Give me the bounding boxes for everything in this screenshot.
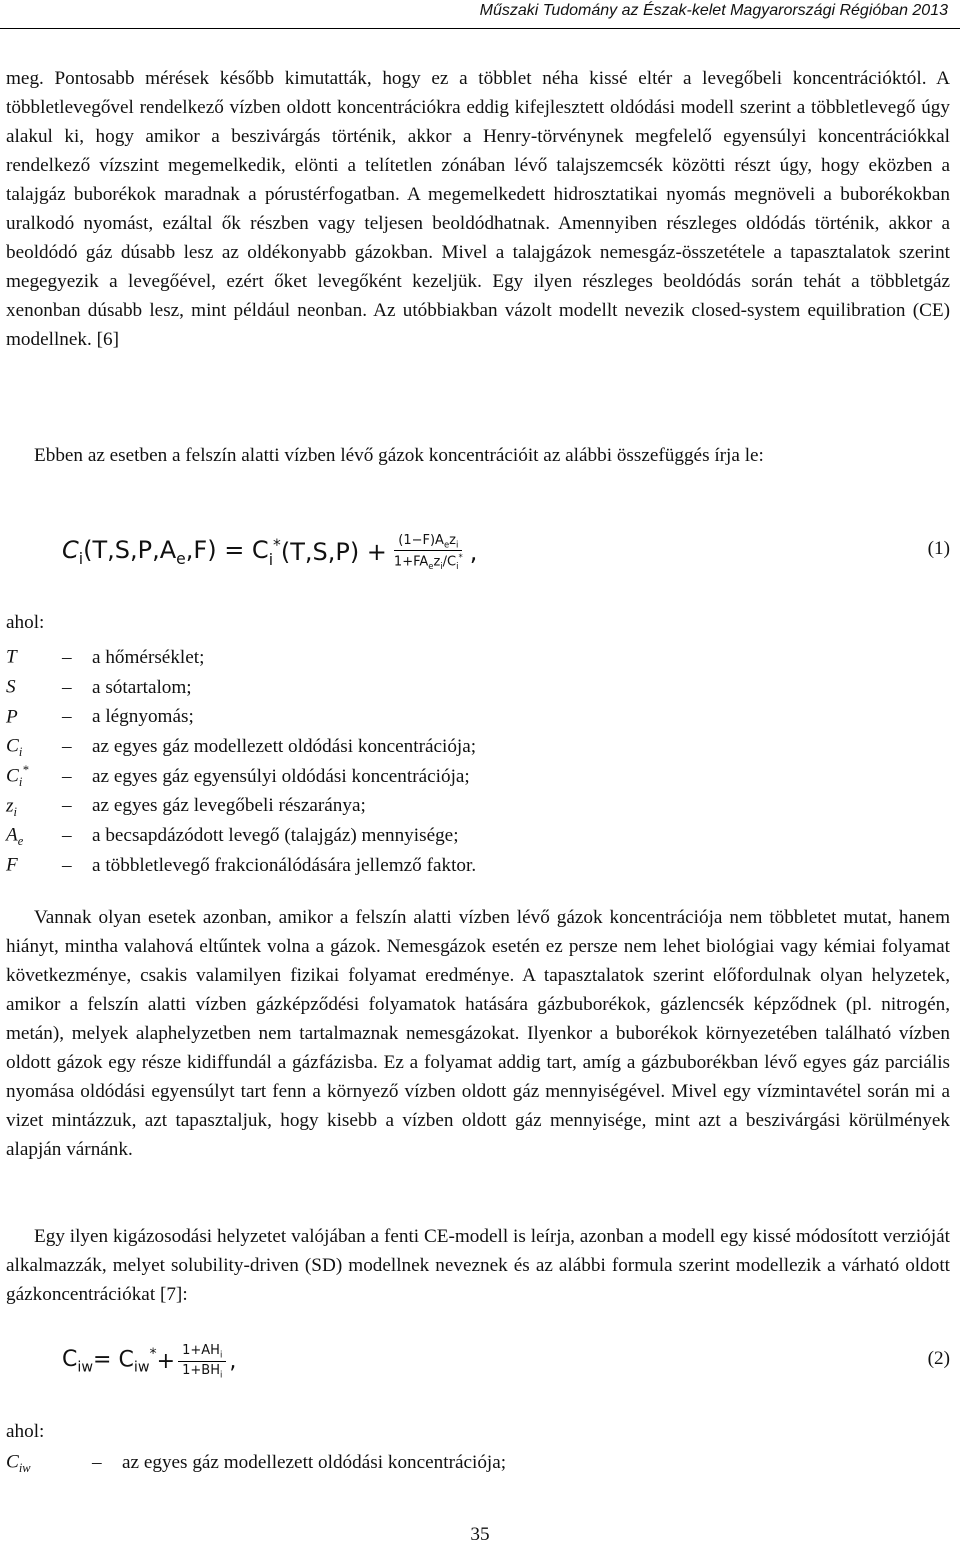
eq2-fraction <box>178 1343 226 1379</box>
definition-row: S – a sótartalom; <box>6 676 192 698</box>
paragraph-equation-intro: Ebben az esetben a felszín alatti vízben lévő gázok koncentrációit az alábbi összefüggés írja le: <box>34 445 764 466</box>
where-label: ahol: <box>6 612 45 633</box>
definition-row: P – a légnyomás; <box>6 706 194 728</box>
equation-1 <box>62 522 477 582</box>
eq2-plus: + <box>156 1348 176 1374</box>
eq1-rhs-args: (T,S,P) + <box>280 538 387 566</box>
definition-row: $z_i$ – az egyes gáz levegőbeli részaránya; <box>6 795 366 819</box>
definition-row: $C_i$ – az egyes gáz modellezett oldódási koncentrációja; <box>6 735 477 760</box>
eq1-fraction <box>390 533 467 572</box>
definition-row: $C_i^*$ – az egyes gáz egyensúlyi oldódási koncentrációja; <box>6 762 470 790</box>
paragraph-degassing: Vannak olyan esetek azonban, amikor a felszín alatti vízben lévő gázok koncentrációja nem többletet mutat, hanem hiányt, mintha valahová eltűntek volna a gázok. Nemesgázok esetén ez persze nem lehet biológiai vagy kémiai folyamat következménye, csakis valamilyen fizikai folyamat eredménye. A tapasztalatok szerint előfordulnak olyan helyzetek, amikor a felszín alatti vízben gázképződési folyamatok hatására gázbuborékok, gázlencsék képződnek (pl. nitrogén, metán), melyek alaphelyzetben nem tartalmaznak nemesgázokat. Ilyenkor a buborékok környezetében található vízben oldott gázok egy része kidiffundál a gázfázisba. Ez a folyamat addig tart, amíg a gázbuborékban lévő egyes gáz parciális nyomása oldódási egyensúlyt tart fenn a környező vízben oldott gáz mennyiségével. Mivel egy vízmintavétel során mi a vizet mintázzuk, azt tapasztaljuk, hogy kisebb a vízben oldott gáz mennyisége, mint azt a beszivárgási körülmények alapján várnánk. <box>6 907 950 1160</box>
symbol-definitions <box>6 643 906 881</box>
eq1-tail: , <box>469 538 478 566</box>
definition-row: $C_{iw}$ – az egyes gáz modellezett oldódási koncentrációja; <box>6 1451 507 1476</box>
eq1-args: $(T,S,P,A_e,F) = C$ <box>83 536 269 568</box>
equation-2-number: (2) <box>927 1348 950 1369</box>
running-header: Műszaki Tudomány az Észak-kelet Magyarországi Régióban 2013 <box>479 2 948 19</box>
eq2-tail: , <box>229 1348 237 1374</box>
paragraph-ce-model: meg. Pontosabb mérések később kimutatták, hogy ez a többlet néha kissé eltér a levegőbeli koncentrációktól. A többletlevegővel rendelkező vízben oldott koncentrációkra eddig kifejlesztett oldódási modell szerint a többletlevegő úgy alakul ki, hogy amikor a beszivárgás történik, akkor a Henry-törvénynek megfelelő egyensúlyi koncentrációkkal rendelkező vízszint megemelkedik, elönti a telítetlen zónában lévő talajszemcsék közötti részt úgy, hogy eközben a talajgáz buborékok maradnak a pórustérfogatban. A megemelkedett hidrosztatikai nyomás megnöveli a buborékokban uralkodó nyomást, ezáltal ők részben vagy teljesen beoldódhatnak. Amennyiben részleges oldódás történik, akkor a beoldódó gáz dúsabb lesz az oldékonyabb gázokban. Mivel a talajgázok nemesgáz-összetétele a tapasztalatok szerint megegyezik a levegőével, ezért őket levegőként kezeljük. Egy ilyen részleges beoldódás során tehát a többletgáz xenonban dúsabb lesz, mint például neonban. Az utóbbiakban vázolt modellt nevezik closed-system equilibration (CE) modellnek. [6] <box>6 68 950 350</box>
eq1-frac-numerator: $(1-F)A_ez_i$ <box>394 533 462 552</box>
definition-row: $A_e$ – a becsapdázódott levegő (talajgáz) mennyisége; <box>6 824 459 849</box>
equation-2 <box>62 1332 236 1390</box>
eq2-mid: = $C_{iw}^*$ <box>93 1346 157 1376</box>
definition-row: F – a többletlevegő frakcionálódására jellemző faktor. <box>6 854 477 876</box>
eq2-lhs: $C_{iw}$ <box>62 1346 94 1376</box>
page-number: 35 <box>470 1524 490 1545</box>
paragraph-sd-model: Egy ilyen kigázosodási helyzetet valójában a fenti CE-modell is leírja, azonban a modell egy kissé módosított verzióját alkalmazzák, melyet solubility-driven (SD) modellnek neveznek és az alábbi formula szerint modellezik a várható oldott gázkoncentrációkat [7]: <box>6 1226 950 1305</box>
where-label-2: ahol: <box>6 1421 45 1442</box>
header-rule <box>0 28 960 29</box>
eq2-frac-denominator: $1+BH_i$ <box>182 1362 223 1380</box>
definition-row: T – a hőmérséklet; <box>6 646 205 668</box>
eq1-frac-denominator: $1+FA_ez_i/C_i^*$ <box>393 552 463 572</box>
eq1-lhs: $C_i$ <box>62 536 84 568</box>
eq1-rhs-sub: $_i$* <box>268 535 281 569</box>
symbol-definitions-2 <box>6 1448 906 1478</box>
equation-1-number: (1) <box>927 538 950 559</box>
eq2-frac-numerator: $1+AH_i$ <box>178 1343 226 1362</box>
